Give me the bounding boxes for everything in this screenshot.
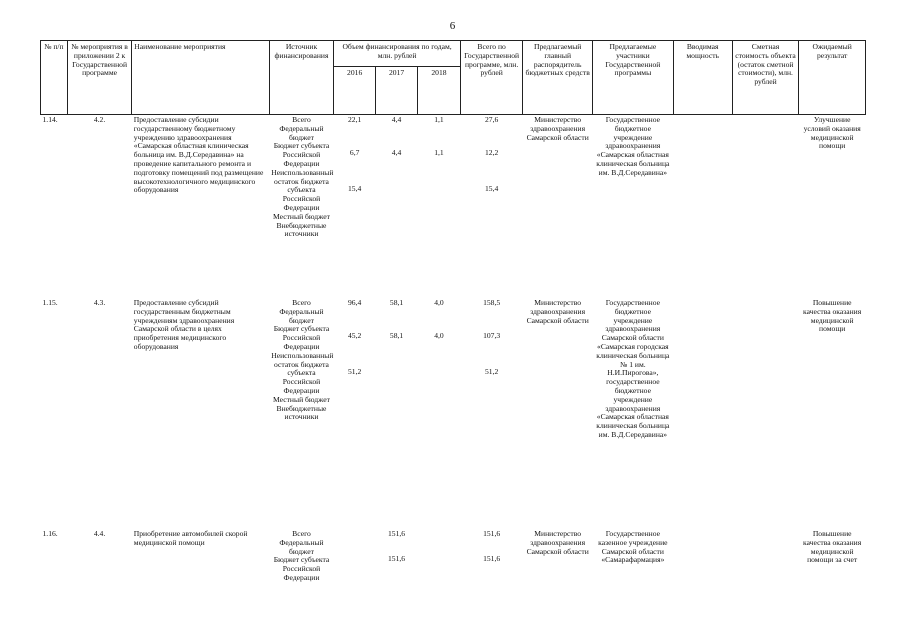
row-manager: Министерство здравоохранения Самарской области	[526, 529, 589, 556]
value: 1,1	[434, 115, 444, 124]
source-item: Местный бюджет	[273, 394, 330, 404]
row-num: 1.16.	[42, 529, 58, 538]
value: 151,6	[483, 553, 501, 563]
value: 158,5	[483, 298, 501, 307]
source-item: Всего	[292, 529, 311, 538]
header-year-2017: 2017	[376, 67, 418, 115]
row-values-2018	[417, 529, 460, 600]
budget-table	[40, 40, 866, 600]
row-event-num: 4.4.	[93, 529, 106, 538]
row-result: Повышение качества оказания медицинской помощи за счет	[803, 529, 862, 565]
row-sources	[269, 529, 333, 600]
value: 27,6	[484, 115, 499, 124]
value: 96,4	[348, 298, 362, 307]
row-event-name: Приобретение автомобилей скорой медицинской помощи	[133, 529, 248, 547]
source-item: Федеральный бюджет	[279, 537, 324, 556]
header-event-num: № мероприятия в приложении 2 к Государственной программе	[67, 41, 131, 115]
row-event-name: Предоставление субсидии государственному бюджетному учреждению здравоохранения «Самарская областная клиническая больница им. В.Д.Середавина» на проведение капитального ремонта и подготовку помещений под размещение высокотехнологичного медицинского оборудования	[133, 115, 264, 195]
row-values-2017	[376, 115, 418, 299]
value: 15,4	[484, 183, 499, 193]
row-values-2017	[376, 529, 418, 600]
source-item: Всего	[292, 298, 311, 307]
row-event-num: 4.2.	[93, 115, 106, 124]
row-values-2016	[334, 115, 376, 299]
row-values-total	[460, 115, 522, 299]
source-item: Федеральный бюджет	[279, 123, 324, 142]
value: 151,6	[483, 529, 501, 538]
table-row	[41, 529, 866, 600]
row-values-2016	[334, 298, 376, 529]
header-total: Всего по Государственной программе, млн. рублей	[460, 41, 522, 115]
value: 15,4	[348, 183, 362, 193]
header-event-name: Наименование мероприятия	[132, 41, 269, 115]
header-num: № п/п	[41, 41, 68, 115]
source-item: Неиспользованный остаток бюджета субъекта Российской Федерации	[271, 167, 334, 212]
value: 58,1	[389, 298, 404, 307]
header-volume: Объем финансирования по годам, млн. рублей	[334, 41, 461, 67]
value: 151,6	[387, 553, 406, 563]
source-item: Всего	[292, 115, 311, 124]
value: 4,4	[391, 115, 402, 124]
row-estimate	[732, 115, 799, 299]
row-capacity	[673, 115, 732, 299]
row-values-2018	[417, 115, 460, 299]
value: 51,2	[484, 366, 499, 376]
source-item: Бюджет субъекта Российской Федерации	[273, 141, 330, 168]
row-participants: Государственное бюджетное учреждение здравоохранения «Самарская областная клиническая больница им. В.Д.Середавина»	[596, 115, 670, 177]
row-num: 1.15.	[42, 298, 58, 307]
table-row	[41, 115, 866, 299]
source-item: Неиспользованный остаток бюджета субъекта Российской Федерации	[271, 350, 334, 395]
header-year-2018: 2018	[417, 67, 460, 115]
value: 6,7	[349, 147, 360, 157]
value: 51,2	[348, 366, 362, 376]
header-participants: Предлагаемые участники Государственной программы	[593, 41, 674, 115]
source-item: Федеральный бюджет	[279, 306, 324, 325]
value: 45,2	[348, 330, 362, 340]
value: 12,2	[484, 147, 499, 157]
row-result: Повышение качества оказания медицинской помощи	[803, 298, 862, 334]
row-values-2016	[334, 529, 376, 600]
table-row	[41, 298, 866, 529]
source-item: Местный бюджет	[273, 211, 330, 221]
row-sources	[269, 298, 333, 529]
value: 4,4	[391, 147, 402, 157]
row-values-total	[460, 529, 522, 600]
row-participants: Государственное бюджетное учреждение здравоохранения Самарской области «Самарская городская клиническая больница № 1 им. Н.И.Пирогова», государственное бюджетное учреждение здравоохранения «Самарская областная клиническая больница им. В.Д.Середавина»	[596, 298, 670, 439]
row-sources	[269, 115, 333, 299]
source-item: Бюджет субъекта Российской Федерации	[273, 555, 330, 582]
row-capacity	[673, 529, 732, 600]
source-item: Внебюджетные источники	[276, 403, 327, 422]
row-event-num: 4.3.	[93, 298, 106, 307]
row-estimate	[732, 529, 799, 600]
value: 107,3	[483, 330, 501, 340]
header-result: Ожидаемый результат	[799, 41, 866, 115]
row-values-2018	[417, 298, 460, 529]
row-event-name: Предоставление субсидий государственным бюджетным учреждениям здравоохранения Самарской области в целях приобретения медицинского оборудования	[133, 298, 235, 351]
header-estimate: Сметная стоимость объекта (остаток сметной стоимости), млн. рублей	[732, 41, 799, 115]
row-estimate	[732, 298, 799, 529]
value: 22,1	[348, 115, 362, 124]
page-number: 6	[449, 20, 456, 32]
value: 1,1	[434, 147, 444, 157]
row-values-total	[460, 298, 522, 529]
source-item: Бюджет субъекта Российской Федерации	[273, 324, 330, 351]
header-year-2016: 2016	[334, 67, 376, 115]
row-num: 1.14.	[42, 115, 58, 124]
value: 151,6	[387, 529, 406, 538]
header-capacity: Вводимая мощность	[673, 41, 732, 115]
row-manager: Министерство здравоохранения Самарской области	[526, 115, 589, 142]
row-values-2017	[376, 298, 418, 529]
value: 4,0	[434, 330, 444, 340]
row-capacity	[673, 298, 732, 529]
header-main-manager: Предлагаемый главный распорядитель бюджетных средств	[523, 41, 593, 115]
value: 4,0	[434, 298, 444, 307]
row-manager: Министерство здравоохранения Самарской области	[526, 298, 589, 325]
source-item: Внебюджетные источники	[276, 220, 327, 239]
row-participants: Государственное казенное учреждение Самарской области «Самарафармация»	[598, 529, 668, 565]
header-source: Источник финансирования	[269, 41, 333, 115]
value: 58,1	[389, 330, 404, 340]
row-result: Улучшение условий оказания медицинской помощи	[803, 115, 861, 151]
